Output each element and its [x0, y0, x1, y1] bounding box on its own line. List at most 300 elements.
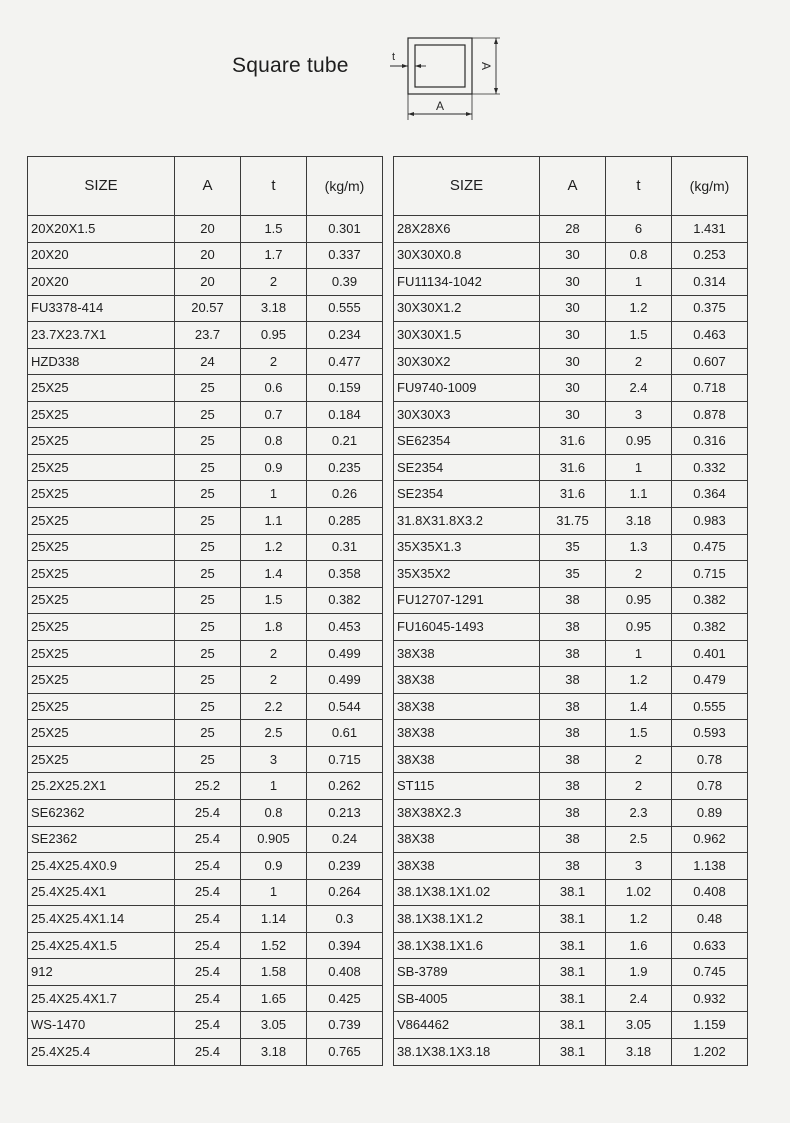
- table-row: [28, 508, 383, 535]
- cell-a: 38: [540, 693, 606, 720]
- cell-weight: 1.202: [672, 1038, 748, 1065]
- cell-weight: 0.633: [672, 932, 748, 959]
- cell-t: 2: [241, 640, 307, 667]
- header-weight: (kg/m): [307, 157, 383, 216]
- cell-t: 1.6: [606, 932, 672, 959]
- cell-size: 23.7X23.7X1: [28, 322, 175, 349]
- cell-t: 1.4: [241, 561, 307, 588]
- cell-weight: 0.382: [672, 614, 748, 641]
- cell-a: 25: [175, 640, 241, 667]
- cell-weight: 0.408: [672, 879, 748, 906]
- cell-a: 25: [175, 720, 241, 747]
- cell-t: 0.8: [606, 242, 672, 269]
- table-row: [28, 932, 383, 959]
- cell-a: 30: [540, 269, 606, 296]
- cell-a: 25.4: [175, 906, 241, 933]
- cell-weight: 0.453: [307, 614, 383, 641]
- square-tube-diagram: [386, 30, 506, 122]
- table-row: [28, 242, 383, 269]
- cell-a: 25: [175, 587, 241, 614]
- cell-weight: 0.401: [672, 640, 748, 667]
- cell-t: 2.4: [606, 985, 672, 1012]
- header-weight: (kg/m): [672, 157, 748, 216]
- diagram-t-label: t: [392, 51, 396, 63]
- cell-a: 38: [540, 667, 606, 694]
- cell-size: 38X38: [394, 640, 540, 667]
- cell-t: 0.8: [241, 800, 307, 827]
- cell-t: 2: [606, 348, 672, 375]
- cell-a: 25.4: [175, 853, 241, 880]
- cell-a: 20: [175, 242, 241, 269]
- cell-t: 0.95: [606, 587, 672, 614]
- cell-a: 25: [175, 481, 241, 508]
- cell-t: 2: [606, 561, 672, 588]
- cell-size: 25X25: [28, 693, 175, 720]
- cell-a: 38.1: [540, 879, 606, 906]
- cell-weight: 0.739: [307, 1012, 383, 1039]
- cell-t: 3.18: [606, 1038, 672, 1065]
- cell-size: SE62354: [394, 428, 540, 455]
- cell-t: 0.905: [241, 826, 307, 853]
- cell-size: 25X25: [28, 534, 175, 561]
- cell-weight: 0.408: [307, 959, 383, 986]
- cell-t: 3.05: [606, 1012, 672, 1039]
- cell-size: 38X38: [394, 720, 540, 747]
- cell-a: 30: [540, 375, 606, 402]
- table-row: [28, 773, 383, 800]
- table-row: [394, 640, 748, 667]
- cell-size: 25.2X25.2X1: [28, 773, 175, 800]
- header-t: t: [606, 157, 672, 216]
- cell-size: FU12707-1291: [394, 587, 540, 614]
- table-row: [28, 746, 383, 773]
- cell-a: 20: [175, 216, 241, 243]
- cell-size: V864462: [394, 1012, 540, 1039]
- table-row: [28, 614, 383, 641]
- cell-weight: 0.78: [672, 773, 748, 800]
- cell-size: SB-3789: [394, 959, 540, 986]
- cell-weight: 0.364: [672, 481, 748, 508]
- cell-a: 38: [540, 587, 606, 614]
- cell-a: 38: [540, 773, 606, 800]
- cell-weight: 0.48: [672, 906, 748, 933]
- cell-weight: 0.718: [672, 375, 748, 402]
- cell-size: FU3378-414: [28, 295, 175, 322]
- cell-a: 35: [540, 561, 606, 588]
- cell-t: 2: [241, 667, 307, 694]
- cell-weight: 1.159: [672, 1012, 748, 1039]
- cell-t: 1.5: [241, 216, 307, 243]
- cell-weight: 0.358: [307, 561, 383, 588]
- table-row: [394, 322, 748, 349]
- cell-t: 2.5: [606, 826, 672, 853]
- cell-t: 2: [241, 348, 307, 375]
- cell-a: 38: [540, 853, 606, 880]
- table-row: [28, 216, 383, 243]
- cell-a: 31.6: [540, 481, 606, 508]
- cell-weight: 0.301: [307, 216, 383, 243]
- cell-a: 30: [540, 322, 606, 349]
- table-row: [28, 295, 383, 322]
- cell-size: 25X25: [28, 720, 175, 747]
- cell-a: 25.4: [175, 1038, 241, 1065]
- table-row: [28, 640, 383, 667]
- cell-weight: 0.253: [672, 242, 748, 269]
- cell-weight: 0.184: [307, 401, 383, 428]
- cell-weight: 0.89: [672, 800, 748, 827]
- page-title: Square tube: [232, 54, 349, 77]
- cell-t: 2: [241, 269, 307, 296]
- table-row: [28, 1038, 383, 1065]
- cell-weight: 0.479: [672, 667, 748, 694]
- table-row: [28, 985, 383, 1012]
- cell-a: 25: [175, 401, 241, 428]
- cell-a: 25.4: [175, 932, 241, 959]
- cell-t: 1.14: [241, 906, 307, 933]
- cell-a: 31.6: [540, 428, 606, 455]
- table-row: [394, 587, 748, 614]
- table-row: [394, 348, 748, 375]
- cell-size: 25X25: [28, 587, 175, 614]
- cell-t: 1.5: [606, 322, 672, 349]
- cell-t: 1.5: [606, 720, 672, 747]
- cell-a: 20.57: [175, 295, 241, 322]
- cell-t: 1.2: [606, 667, 672, 694]
- cell-weight: 0.375: [672, 295, 748, 322]
- cell-a: 31.75: [540, 508, 606, 535]
- cell-t: 0.9: [241, 454, 307, 481]
- cell-size: HZD338: [28, 348, 175, 375]
- table-row: [28, 428, 383, 455]
- table-row: [394, 906, 748, 933]
- cell-t: 1.02: [606, 879, 672, 906]
- cell-t: 0.95: [606, 614, 672, 641]
- table-row: [28, 561, 383, 588]
- cell-weight: 0.382: [307, 587, 383, 614]
- table-row: [394, 1038, 748, 1065]
- table-row: [394, 773, 748, 800]
- cell-weight: 0.962: [672, 826, 748, 853]
- table-row: [28, 667, 383, 694]
- table-row: [28, 454, 383, 481]
- cell-t: 1.2: [241, 534, 307, 561]
- cell-a: 38: [540, 614, 606, 641]
- cell-a: 38: [540, 826, 606, 853]
- cell-size: 38.1X38.1X3.18: [394, 1038, 540, 1065]
- cell-size: 25X25: [28, 481, 175, 508]
- table-row: [394, 693, 748, 720]
- cell-t: 1.65: [241, 985, 307, 1012]
- cell-a: 25: [175, 667, 241, 694]
- cell-t: 0.7: [241, 401, 307, 428]
- table-row: [28, 481, 383, 508]
- cell-a: 25.4: [175, 985, 241, 1012]
- cell-weight: 0.607: [672, 348, 748, 375]
- table-row: [394, 269, 748, 296]
- cell-size: 25X25: [28, 561, 175, 588]
- cell-size: SE2354: [394, 481, 540, 508]
- cell-a: 35: [540, 534, 606, 561]
- cell-weight: 0.382: [672, 587, 748, 614]
- table-row: [394, 853, 748, 880]
- table-row: [28, 959, 383, 986]
- cell-a: 38.1: [540, 1012, 606, 1039]
- table-row: [28, 322, 383, 349]
- cell-size: 31.8X31.8X3.2: [394, 508, 540, 535]
- cell-weight: 0.78: [672, 746, 748, 773]
- cell-a: 30: [540, 401, 606, 428]
- cell-t: 2: [606, 773, 672, 800]
- cell-size: 25X25: [28, 401, 175, 428]
- cell-a: 25: [175, 375, 241, 402]
- cell-t: 1.1: [606, 481, 672, 508]
- cell-t: 3: [606, 853, 672, 880]
- cell-t: 2.4: [606, 375, 672, 402]
- table-row: [28, 401, 383, 428]
- cell-weight: 1.431: [672, 216, 748, 243]
- cell-size: 25X25: [28, 375, 175, 402]
- diagram-bottom-a-label: A: [436, 99, 445, 113]
- cell-t: 3: [241, 746, 307, 773]
- cell-size: SE2362: [28, 826, 175, 853]
- cell-weight: 0.159: [307, 375, 383, 402]
- cell-size: 25.4X25.4X1.5: [28, 932, 175, 959]
- cell-t: 1.1: [241, 508, 307, 535]
- cell-weight: 0.235: [307, 454, 383, 481]
- cell-weight: 0.239: [307, 853, 383, 880]
- cell-size: 38X38: [394, 667, 540, 694]
- cell-t: 0.6: [241, 375, 307, 402]
- table-row: [394, 800, 748, 827]
- cell-t: 1: [606, 269, 672, 296]
- cell-a: 38: [540, 746, 606, 773]
- cell-size: 25.4X25.4X0.9: [28, 853, 175, 880]
- cell-a: 25: [175, 693, 241, 720]
- table-row: [394, 428, 748, 455]
- cell-size: 20X20: [28, 242, 175, 269]
- cell-t: 3.18: [241, 1038, 307, 1065]
- cell-t: 2.5: [241, 720, 307, 747]
- cell-weight: 0.24: [307, 826, 383, 853]
- cell-size: 25.4X25.4X1.7: [28, 985, 175, 1012]
- cell-size: 25X25: [28, 428, 175, 455]
- cell-a: 25: [175, 454, 241, 481]
- cell-t: 2.3: [606, 800, 672, 827]
- cell-a: 25: [175, 614, 241, 641]
- cell-weight: 0.499: [307, 640, 383, 667]
- cell-t: 3.18: [241, 295, 307, 322]
- cell-a: 25: [175, 746, 241, 773]
- cell-size: 35X35X2: [394, 561, 540, 588]
- cell-a: 20: [175, 269, 241, 296]
- cell-weight: 0.213: [307, 800, 383, 827]
- cell-weight: 0.332: [672, 454, 748, 481]
- cell-weight: 0.463: [672, 322, 748, 349]
- table-row: [28, 348, 383, 375]
- cell-a: 23.7: [175, 322, 241, 349]
- cell-size: 30X30X3: [394, 401, 540, 428]
- cell-a: 38: [540, 640, 606, 667]
- cell-t: 1.5: [241, 587, 307, 614]
- cell-size: 30X30X0.8: [394, 242, 540, 269]
- cell-size: 38.1X38.1X1.6: [394, 932, 540, 959]
- cell-weight: 0.61: [307, 720, 383, 747]
- cell-t: 0.9: [241, 853, 307, 880]
- table-row: [394, 561, 748, 588]
- cell-weight: 0.932: [672, 985, 748, 1012]
- table-row: [394, 242, 748, 269]
- cell-size: SE2354: [394, 454, 540, 481]
- cell-t: 1: [241, 879, 307, 906]
- cell-weight: 0.314: [672, 269, 748, 296]
- cell-t: 1: [606, 454, 672, 481]
- table-row: [394, 295, 748, 322]
- cell-t: 1.7: [241, 242, 307, 269]
- cell-a: 30: [540, 242, 606, 269]
- cell-t: 1.8: [241, 614, 307, 641]
- cell-size: 38X38: [394, 693, 540, 720]
- cell-weight: 0.499: [307, 667, 383, 694]
- cell-size: FU9740-1009: [394, 375, 540, 402]
- diagram-side-a-label: A: [479, 62, 493, 71]
- cell-a: 31.6: [540, 454, 606, 481]
- cell-size: 25X25: [28, 508, 175, 535]
- cell-weight: 0.425: [307, 985, 383, 1012]
- cell-t: 3.18: [606, 508, 672, 535]
- cell-size: 30X30X1.2: [394, 295, 540, 322]
- cell-size: 38X38: [394, 826, 540, 853]
- table-row: [394, 481, 748, 508]
- cell-t: 3: [606, 401, 672, 428]
- cell-t: 0.8: [241, 428, 307, 455]
- table-row: [28, 534, 383, 561]
- cell-t: 1: [241, 773, 307, 800]
- cell-weight: 0.31: [307, 534, 383, 561]
- table-row: [394, 932, 748, 959]
- cell-t: 1.3: [606, 534, 672, 561]
- cell-size: 25X25: [28, 667, 175, 694]
- cell-size: 38.1X38.1X1.2: [394, 906, 540, 933]
- cell-t: 2: [606, 746, 672, 773]
- cell-weight: 0.593: [672, 720, 748, 747]
- table-row: [394, 454, 748, 481]
- cell-weight: 0.765: [307, 1038, 383, 1065]
- cell-size: 912: [28, 959, 175, 986]
- table-row: [394, 879, 748, 906]
- cell-a: 38: [540, 800, 606, 827]
- cell-weight: 0.983: [672, 508, 748, 535]
- cell-t: 1: [606, 640, 672, 667]
- cell-size: 35X35X1.3: [394, 534, 540, 561]
- cell-size: 25X25: [28, 614, 175, 641]
- cell-t: 6: [606, 216, 672, 243]
- cell-t: 0.95: [241, 322, 307, 349]
- table-row: [28, 800, 383, 827]
- cell-weight: 0.285: [307, 508, 383, 535]
- cell-size: 30X30X2: [394, 348, 540, 375]
- cell-a: 25.4: [175, 1012, 241, 1039]
- table-header-row: [394, 157, 748, 216]
- table-row: [28, 587, 383, 614]
- cell-a: 25.2: [175, 773, 241, 800]
- cell-weight: 1.138: [672, 853, 748, 880]
- cell-size: SB-4005: [394, 985, 540, 1012]
- cell-size: 25X25: [28, 746, 175, 773]
- table-row: [394, 720, 748, 747]
- cell-weight: 0.337: [307, 242, 383, 269]
- cell-a: 38.1: [540, 1038, 606, 1065]
- cell-a: 30: [540, 295, 606, 322]
- table-row: [28, 693, 383, 720]
- cell-size: 38.1X38.1X1.02: [394, 879, 540, 906]
- cell-a: 25.4: [175, 800, 241, 827]
- cell-a: 25: [175, 508, 241, 535]
- cell-size: 38X38: [394, 853, 540, 880]
- cell-t: 3.05: [241, 1012, 307, 1039]
- cell-a: 25.4: [175, 959, 241, 986]
- table-row: [394, 401, 748, 428]
- cell-size: 25.4X25.4X1: [28, 879, 175, 906]
- table-row: [394, 667, 748, 694]
- cell-t: 1.2: [606, 906, 672, 933]
- cell-t: 1.58: [241, 959, 307, 986]
- cell-a: 28: [540, 216, 606, 243]
- cell-weight: 0.477: [307, 348, 383, 375]
- cell-t: 1.4: [606, 693, 672, 720]
- cell-a: 25: [175, 561, 241, 588]
- table-row: [28, 1012, 383, 1039]
- cell-a: 25: [175, 534, 241, 561]
- spec-table-left: [27, 156, 383, 1066]
- header-size: SIZE: [394, 157, 540, 216]
- cell-a: 25: [175, 428, 241, 455]
- cell-weight: 0.394: [307, 932, 383, 959]
- cell-size: SE62362: [28, 800, 175, 827]
- cell-t: 1.9: [606, 959, 672, 986]
- cell-weight: 0.878: [672, 401, 748, 428]
- cell-a: 38.1: [540, 985, 606, 1012]
- cell-size: FU11134-1042: [394, 269, 540, 296]
- table-row: [28, 906, 383, 933]
- cell-weight: 0.262: [307, 773, 383, 800]
- cell-weight: 0.264: [307, 879, 383, 906]
- cell-a: 25.4: [175, 826, 241, 853]
- cell-weight: 0.21: [307, 428, 383, 455]
- table-row: [28, 826, 383, 853]
- cell-weight: 0.715: [672, 561, 748, 588]
- table-row: [28, 720, 383, 747]
- table-row: [28, 375, 383, 402]
- cell-size: 28X28X6: [394, 216, 540, 243]
- table-header-row: [28, 157, 383, 216]
- table-row: [394, 746, 748, 773]
- cell-a: 30: [540, 348, 606, 375]
- table-row: [28, 879, 383, 906]
- cell-size: 20X20: [28, 269, 175, 296]
- table-row: [394, 826, 748, 853]
- table-row: [394, 534, 748, 561]
- cell-size: 30X30X1.5: [394, 322, 540, 349]
- cell-a: 24: [175, 348, 241, 375]
- cell-size: 20X20X1.5: [28, 216, 175, 243]
- cell-weight: 0.555: [672, 693, 748, 720]
- table-row: [394, 614, 748, 641]
- cell-size: FU16045-1493: [394, 614, 540, 641]
- cell-weight: 0.26: [307, 481, 383, 508]
- spec-table-right: [393, 156, 748, 1066]
- header-a: A: [540, 157, 606, 216]
- cell-a: 25.4: [175, 879, 241, 906]
